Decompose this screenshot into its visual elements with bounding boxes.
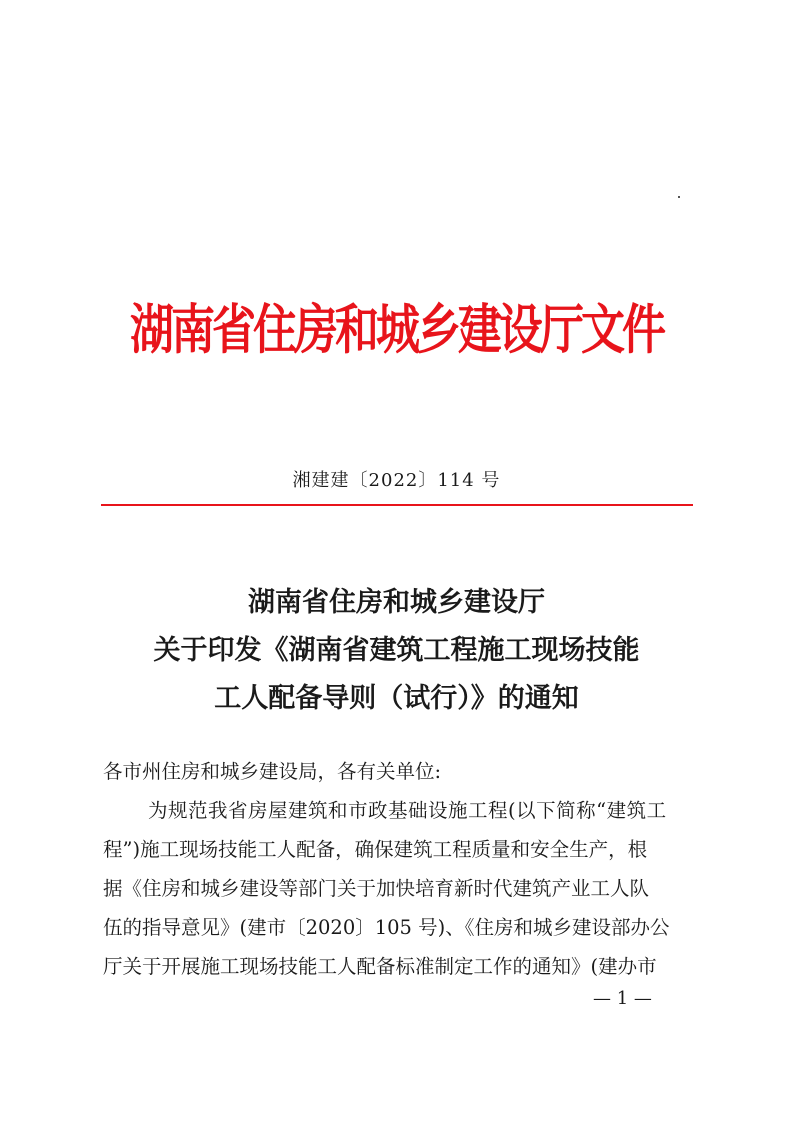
issuer-masthead: 湖南省住房和城乡建设厅文件: [130, 299, 663, 362]
document-title-line-1: 湖南省住房和城乡建设厅: [248, 587, 545, 618]
body-text-line: 程”)施工现场技能工人配备，确保建筑工程质量和安全生产，根: [103, 838, 648, 861]
scan-speck: [678, 196, 680, 198]
page-number: — 1 —: [593, 988, 652, 1009]
body-text-line: 厅关于开展施工现场技能工人配备标准制定工作的通知》(建办市: [103, 955, 657, 978]
body-text-line: 为规范我省房屋建筑和市政基础设施工程(以下简称“建筑工: [148, 799, 667, 822]
red-divider-line: [101, 504, 693, 506]
document-title-line-2: 关于印发《湖南省建筑工程施工现场技能: [153, 635, 640, 666]
salutation: 各市州住房和城乡建设局，各有关单位:: [103, 760, 442, 783]
document-number: 湘建建〔2022〕114 号: [292, 470, 501, 491]
body-text-line: 据《住房和城乡建设等部门关于加快培育新时代建筑产业工人队: [103, 877, 650, 900]
body-text-line: 伍的指导意见》(建市〔2020〕105 号)、《住房和城乡建设部办公: [103, 916, 670, 939]
document-title-line-3: 工人配备导则（试行）》的通知: [214, 683, 579, 714]
